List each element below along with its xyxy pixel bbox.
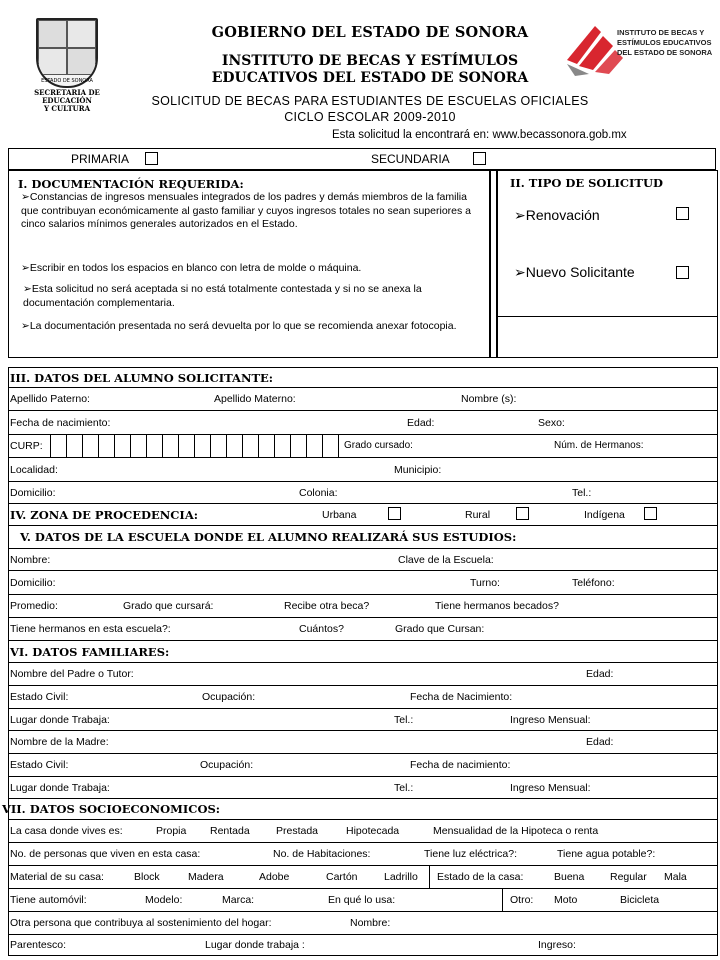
primaria-checkbox[interactable] [145, 152, 158, 165]
row-divider [502, 889, 503, 911]
documentacion-section [8, 170, 490, 358]
madre-tel-label: Tel.: [394, 782, 414, 794]
personas-label: No. de personas que viven en esta casa: [10, 848, 201, 860]
moto-option[interactable]: Moto [554, 894, 578, 906]
ap-materno-label: Apellido Materno: [214, 393, 296, 405]
secretaria-label: SECRETARIA DE EDUCACIÓN Y CULTURA [34, 88, 100, 113]
curp-cell[interactable] [258, 435, 274, 457]
zona-row [8, 504, 718, 526]
colonia-label: Colonia: [299, 487, 338, 499]
parentesco-label: Parentesco: [10, 939, 67, 951]
grado-cursado-label: Grado cursado: [344, 440, 413, 451]
otra-beca-label: Recibe otra beca? [284, 600, 370, 612]
casa-label: La casa donde vives es: [10, 825, 123, 837]
indigena-label: Indígena [584, 509, 625, 521]
nuevo-solicitante-checkbox[interactable] [676, 266, 689, 279]
urbana-checkbox[interactable] [388, 507, 401, 520]
renovacion-checkbox[interactable] [676, 207, 689, 220]
promedio-label: Promedio: [10, 600, 58, 612]
block-option[interactable]: Block [134, 871, 160, 883]
grado-cursan-label: Grado que Cursan: [395, 623, 485, 635]
mala-option[interactable]: Mala [664, 871, 687, 883]
escuela-row-3[interactable] [8, 595, 718, 618]
curp-cell[interactable] [50, 435, 66, 457]
marca-label: Marca: [222, 894, 255, 906]
indigena-checkbox[interactable] [644, 507, 657, 520]
logo-text-3: DEL ESTADO DE SONORA [617, 48, 713, 57]
madre-row-1[interactable] [8, 731, 718, 754]
curp-cell[interactable] [98, 435, 114, 457]
tipo-divider [498, 316, 717, 317]
buena-option[interactable]: Buena [554, 871, 585, 883]
curp-cell[interactable] [146, 435, 162, 457]
ingreso-label: Ingreso: [538, 939, 576, 951]
curp-cell[interactable] [274, 435, 290, 457]
socio-row-5[interactable] [8, 912, 718, 935]
familiares-title: VI. DATOS FAMILIARES: [10, 645, 170, 659]
escuela-row-1[interactable] [8, 549, 718, 571]
logo-text-1: INSTITUTO DE BECAS Y [617, 28, 705, 37]
curp-cell[interactable] [210, 435, 226, 457]
instituto-logo-icon [565, 20, 625, 78]
instituto-logo [565, 20, 715, 80]
cuantos-label: Cuántos? [299, 623, 344, 635]
material-label: Material de su casa: [10, 871, 104, 883]
padre-row-1[interactable] [8, 663, 718, 686]
escuela-row-2[interactable] [8, 571, 718, 595]
curp-cell[interactable] [162, 435, 178, 457]
curp-cells[interactable] [50, 435, 340, 457]
doc-bullet-3: ➢Esta solicitud no será aceptada si no está totalmente contestada y si no se anexa la documentación complementaria. [23, 283, 422, 309]
bicicleta-option[interactable]: Bicicleta [620, 894, 660, 906]
socio-row-6[interactable] [8, 935, 718, 956]
curp-cell[interactable] [242, 435, 258, 457]
madre-ingreso-label: Ingreso Mensual: [510, 782, 591, 794]
fecha-nac-label: Fecha de nacimiento: [10, 417, 111, 429]
prestada-option[interactable]: Prestada [276, 825, 319, 837]
shield-caption: ESTADO DE SONORA [41, 78, 93, 84]
nuevo-solicitante-label: ➢Nuevo Solicitante [514, 264, 635, 280]
madre-estado-civil-label: Estado Civil: [10, 759, 69, 771]
grado-cursara-label: Grado que cursará: [123, 600, 214, 612]
curp-cell[interactable] [306, 435, 322, 457]
padre-lugar-trabajo-label: Lugar donde Trabaja: [10, 714, 110, 726]
agua-label: Tiene agua potable?: [557, 848, 656, 860]
escuela-row-4[interactable] [8, 618, 718, 641]
habitaciones-label: No. de Habitaciones: [273, 848, 371, 860]
hipotecada-option[interactable]: Hipotecada [346, 825, 400, 837]
alumno-row-4[interactable] [8, 458, 718, 482]
adobe-option[interactable]: Adobe [259, 871, 290, 883]
curp-cell[interactable] [322, 435, 338, 457]
padre-estado-civil-label: Estado Civil: [10, 691, 69, 703]
socio-row-4[interactable] [8, 889, 718, 912]
edad-label: Edad: [407, 417, 435, 429]
madre-lugar-trabajo-label: Lugar donde Trabaja: [10, 782, 110, 794]
ladrillo-option[interactable]: Ladrillo [384, 871, 418, 883]
rural-checkbox[interactable] [516, 507, 529, 520]
turno-label: Turno: [470, 577, 500, 589]
urbana-label: Urbana [322, 509, 357, 521]
curp-cell[interactable] [66, 435, 82, 457]
familiares-title-row [8, 641, 718, 663]
curp-label: CURP: [10, 440, 43, 452]
madera-option[interactable]: Madera [188, 871, 224, 883]
curp-cell[interactable] [130, 435, 146, 457]
hermanos-escuela-label: Tiene hermanos en esta escuela?: [10, 623, 171, 635]
socio-title-row [2, 799, 718, 820]
madre-fecha-nac-label: Fecha de nacimiento: [410, 759, 511, 771]
tel-label: Tel.: [572, 487, 592, 499]
madre-nombre-label: Nombre de la Madre: [10, 736, 109, 748]
solicitud-title: SOLICITUD DE BECAS PARA ESTUDIANTES DE ESCUELAS OFICIALES [151, 94, 589, 108]
padre-edad-label: Edad: [586, 668, 614, 680]
escuela-title: V. DATOS DE LA ESCUELA DONDE EL ALUMNO REALIZARÁ SUS ESTUDIOS: [20, 530, 517, 544]
curp-cell[interactable] [194, 435, 210, 457]
section-separator [490, 170, 497, 358]
escuela-domicilio-label: Domicilio: [10, 577, 56, 589]
doc-bullet-1: ➢Constancias de ingresos mensuales integrados de los padres y demás miembros de la familia que contribuyan económicamente al gasto familiar y cuyos ingresos totales no sean superiores a cinco salarios mínimos generales autorizados en el Estado. [21, 191, 471, 230]
curp-cell[interactable] [290, 435, 306, 457]
doc-bullet-2: ➢Escribir en todos los espacios en blanco con letra de molde o máquina. [21, 262, 362, 274]
zona-title: IV. ZONA DE PROCEDENCIA: [10, 508, 198, 522]
padre-fecha-nac-label: Fecha de Nacimiento: [410, 691, 513, 703]
padre-ingreso-label: Ingreso Mensual: [510, 714, 591, 726]
tipo-title: II. TIPO DE SOLICITUD [510, 176, 663, 190]
row-divider [429, 866, 430, 888]
level-row [8, 148, 716, 170]
logo-text-2: ESTÍMULOS EDUCATIVOS [617, 38, 712, 47]
documentacion-title: I. DOCUMENTACIÓN REQUERIDA: [18, 177, 244, 191]
socio-row-3[interactable] [8, 866, 718, 889]
ciclo-escolar: CICLO ESCOLAR 2009-2010 [284, 110, 456, 124]
socio-row-2[interactable] [8, 843, 718, 866]
otra-persona-label: Otra persona que contribuya al sostenimiento del hogar: [10, 917, 272, 929]
alumno-row-2[interactable] [8, 411, 718, 435]
rural-label: Rural [465, 509, 491, 521]
propia-option[interactable]: Propia [156, 825, 187, 837]
sexo-label: Sexo: [538, 417, 565, 429]
alumno-row-1[interactable] [8, 388, 718, 411]
otra-persona-nombre-label: Nombre: [350, 917, 391, 929]
uso-label: En qué lo usa: [328, 894, 396, 906]
padre-ocupacion-label: Ocupación: [202, 691, 256, 703]
localidad-label: Localidad: [10, 464, 58, 476]
alumno-title-row [8, 368, 718, 388]
luz-label: Tiene luz eléctrica?: [424, 848, 517, 860]
gov-title: GOBIERNO DEL ESTADO DE SONORA [211, 24, 529, 41]
padre-tel-label: Tel.: [394, 714, 414, 726]
automovil-label: Tiene automóvil: [10, 894, 87, 906]
madre-row-2[interactable] [8, 754, 718, 777]
otro-label: Otro: [510, 894, 534, 906]
primaria-label: PRIMARIA [71, 152, 130, 166]
escuela-nombre-label: Nombre: [10, 554, 51, 566]
curp-cell[interactable] [114, 435, 130, 457]
alumno-row-curp[interactable] [8, 435, 718, 458]
rentada-option[interactable]: Rentada [210, 825, 250, 837]
socio-row-1[interactable] [8, 820, 718, 843]
padre-row-3[interactable] [8, 709, 718, 731]
madre-row-3[interactable] [8, 777, 718, 799]
hermanos-becados-label: Tiene hermanos becados? [435, 600, 559, 612]
inst-title: INSTITUTO DE BECAS Y ESTÍMULOS EDUCATIVOS DEL ESTADO DE SONORA [211, 53, 529, 86]
curp-cell[interactable] [178, 435, 194, 457]
carton-option[interactable]: Cartón [326, 871, 358, 883]
mensualidad-label: Mensualidad de la Hipoteca o renta [433, 825, 599, 837]
nombres-label: Nombre (s): [461, 393, 517, 405]
estado-casa-label: Estado de la casa: [437, 871, 524, 883]
website-note: Esta solicitud la encontrará en: www.becassonora.gob.mx [332, 129, 627, 141]
alumno-row-5[interactable] [8, 482, 718, 504]
madre-edad-label: Edad: [586, 736, 614, 748]
curp-cell-end [338, 435, 339, 457]
telefono-label: Teléfono: [572, 577, 615, 589]
clave-escuela-label: Clave de la Escuela: [398, 554, 494, 566]
secundaria-label: SECUNDARIA [371, 152, 450, 166]
alumno-title: III. DATOS DEL ALUMNO SOLICITANTE: [10, 371, 274, 385]
regular-option[interactable]: Regular [610, 871, 647, 883]
padre-nombre-label: Nombre del Padre o Tutor: [10, 668, 134, 680]
padre-row-2[interactable] [8, 686, 718, 709]
curp-cell[interactable] [82, 435, 98, 457]
modelo-label: Modelo: [145, 894, 183, 906]
ap-paterno-label: Apellido Paterno: [10, 393, 90, 405]
doc-bullet-4: ➢La documentación presentada no será devuelta por lo que se recomienda anexar fotocopia. [21, 320, 457, 332]
num-hermanos-label: Núm. de Hermanos: [554, 440, 644, 451]
curp-cell[interactable] [226, 435, 242, 457]
tipo-solicitud-section [497, 170, 718, 358]
escuela-title-row [8, 526, 718, 549]
domicilio-label: Domicilio: [10, 487, 56, 499]
lugar-trabaja-label: Lugar donde trabaja : [205, 939, 305, 951]
madre-ocupacion-label: Ocupación: [200, 759, 254, 771]
municipio-label: Municipio: [394, 464, 442, 476]
renovacion-label: ➢Renovación [514, 207, 600, 223]
secundaria-checkbox[interactable] [473, 152, 486, 165]
socio-title: VII. DATOS SOCIOECONOMICOS: [2, 802, 221, 816]
